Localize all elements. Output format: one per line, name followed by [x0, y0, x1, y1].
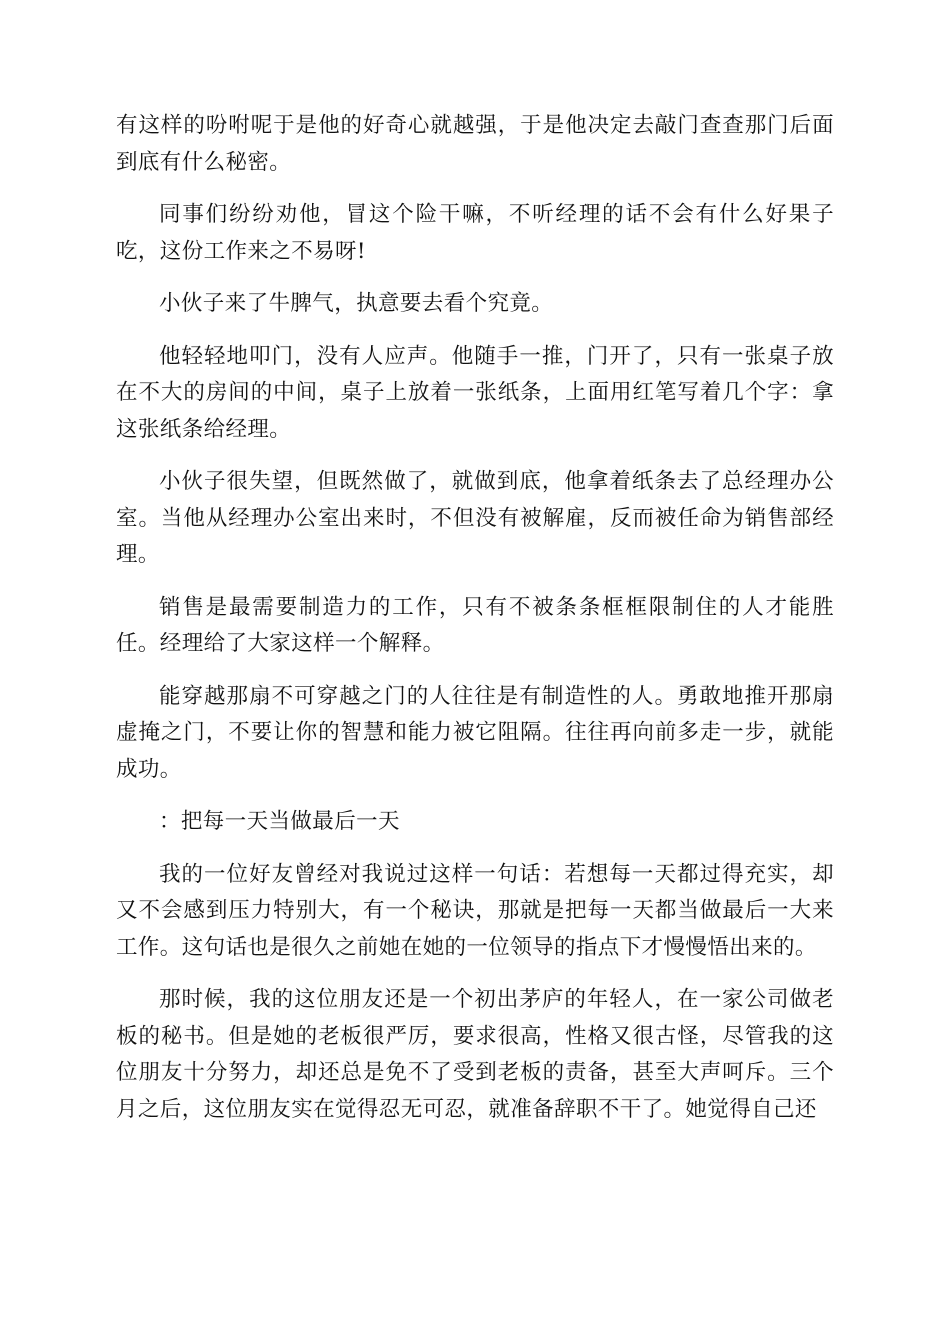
- paragraph-colleagues-advice: 同事们纷纷劝他，冒这个险干嘛，不听经理的话不会有什么好果子吃，这份工作来之不易呀!: [116, 202, 834, 264]
- paragraph-friend-saying: 我的一位好友曾经对我说过这样一句话：若想每一天都过得充实，却又不会感到压力特别大，有一个秘诀，那就是把每一天都当做最后一大来工作。这句话也是很久之前她在她的一位领导的指点下才慢慢悟出来的。: [116, 861, 834, 960]
- paragraph-explanation: 销售是最需要制造力的工作，只有不被条条框框限制住的人才能胜任。经理给了大家这样一个解释。: [116, 594, 834, 656]
- paragraph-stubborn-young-man: 小伙子来了牛脾气，执意要去看个究竟。: [159, 291, 554, 316]
- paragraph-continuation: 有这样的吩咐呢于是他的好奇心就越强，于是他决定去敲门查查那门后面到底有什么秘密。: [116, 113, 834, 175]
- paragraph-knock-door: 他轻轻地叩门，没有人应声。他随手一推，门开了，只有一张桌子放在不大的房间的中间，桌子上放着一张纸条，上面用红笔写着几个字：拿这张纸条给经理。: [116, 343, 834, 442]
- paragraph-friend-story: 那时候，我的这位朋友还是一个初出茅庐的年轻人，在一家公司做老板的秘书。但是她的老板很严厉，要求很高，性格又很古怪，尽管我的这位朋友十分努力，却还总是免不了受到老板的责备，甚至大声呵斥。三个月之后，这位朋友实在觉得忍无可忍，就准备辞职不干了。她觉得自己还: [116, 987, 834, 1122]
- paragraph-promotion: 小伙子很失望，但既然做了，就做到底，他拿着纸条去了总经理办公室。当他从经理办公室出来时，不但没有被解雇，反而被任命为销售部经理。: [116, 469, 834, 567]
- section-heading: ：把每一天当做最后一天: [159, 809, 400, 834]
- paragraph-moral: 能穿越那扇不可穿越之门的人往往是有制造性的人。勇敢地推开那扇虚掩之门，不要让你的智慧和能力被它阻隔。往往再向前多走一步，就能成功。: [116, 683, 834, 782]
- document-page: [116, 108, 834, 1144]
